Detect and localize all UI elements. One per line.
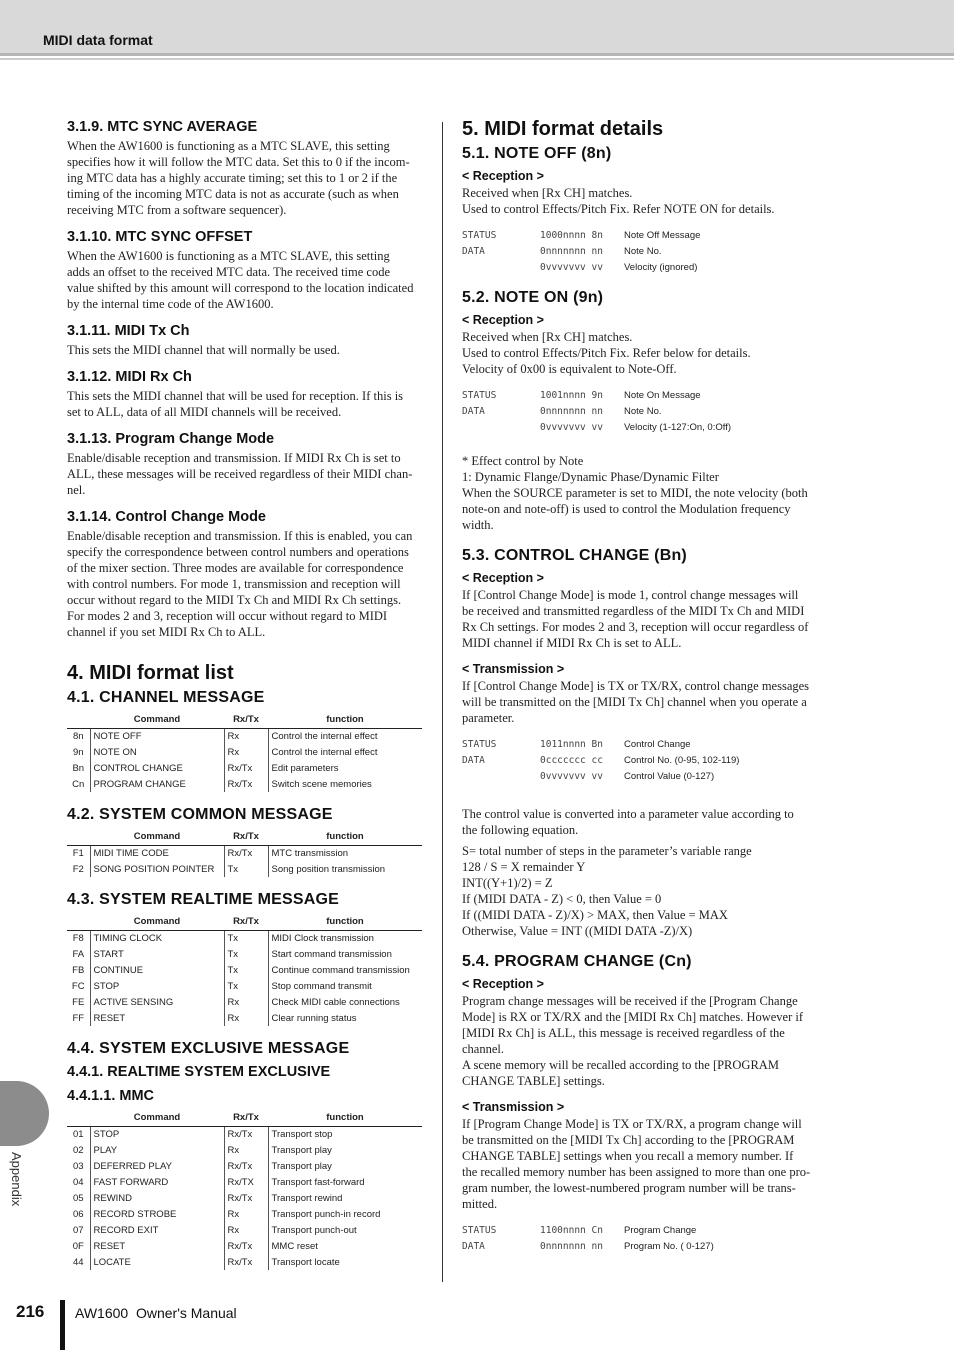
table-row bbox=[67, 776, 422, 792]
text-line: the recalled memory number has been assigned to more than one pro- bbox=[462, 1165, 811, 1179]
code-value: 1001nnnn 9n bbox=[540, 389, 603, 401]
text-line: width. bbox=[462, 518, 494, 532]
cell-rxtx: Rx bbox=[224, 1142, 268, 1158]
cell-command: STOP bbox=[90, 1126, 224, 1142]
cell-code: 04 bbox=[72, 1176, 84, 1188]
cell-code: F8 bbox=[72, 932, 84, 944]
text-line: INT((Y+1)/2) = Z bbox=[462, 876, 553, 890]
table-row bbox=[67, 1142, 422, 1158]
table-row bbox=[67, 1174, 422, 1190]
para-midi-rx-ch bbox=[67, 388, 424, 420]
table-header-function: function bbox=[268, 829, 422, 845]
cell-rxtx: Rx/Tx bbox=[224, 760, 268, 776]
code-value: 0nnnnnnn nn bbox=[540, 245, 603, 257]
table-header-code bbox=[67, 712, 90, 728]
text-line: MIDI channel if MIDI Rx Ch is set to ALL. bbox=[462, 636, 682, 650]
heading-control-change-mode: 3.1.14. Control Change Mode bbox=[67, 509, 266, 525]
table-header-rxtx: Rx/Tx bbox=[224, 829, 268, 845]
cell-rxtx: Rx/Tx bbox=[224, 776, 268, 792]
heading-realtime-system-exclusive: 4.4.1. REALTIME SYSTEM EXCLUSIVE bbox=[67, 1064, 331, 1080]
text-line: If ((MIDI DATA - Z)/X) > MAX, then Value = MAX bbox=[462, 908, 728, 922]
code-value: 1100nnnn Cn bbox=[540, 1224, 603, 1236]
label-reception: < Reception > bbox=[462, 571, 544, 585]
heading-system-common-message: 4.2. SYSTEM COMMON MESSAGE bbox=[67, 806, 333, 823]
cell-function: MTC transmission bbox=[268, 845, 422, 861]
text-line: CHANGE TABLE] settings when you recall a memory number. If bbox=[462, 1149, 794, 1163]
cell-code: 0F bbox=[72, 1240, 84, 1252]
cell-rxtx: Rx/Tx bbox=[224, 1126, 268, 1142]
cell-rxtx: Rx/Tx bbox=[224, 1254, 268, 1270]
cell-code: Bn bbox=[72, 762, 85, 774]
code-desc: Control Value (0-127) bbox=[624, 770, 715, 782]
code-desc: Control No. (0-95, 102-119) bbox=[624, 754, 740, 766]
cell-function: Switch scene memories bbox=[268, 776, 422, 792]
cell-command: RECORD EXIT bbox=[90, 1222, 224, 1238]
cell-code: 05 bbox=[72, 1192, 84, 1204]
text-line: be received and transmitted regardless of the MIDI Tx Ch and MIDI bbox=[462, 604, 805, 618]
text-line: mitted. bbox=[462, 1197, 498, 1211]
text-line: occur without regard to the MIDI Tx Ch and MIDI Rx Ch settings. bbox=[67, 593, 402, 607]
table-row bbox=[67, 1222, 422, 1238]
code-key: STATUS bbox=[462, 229, 497, 241]
footer-bar bbox=[60, 1300, 65, 1350]
heading-system-exclusive-message: 4.4. SYSTEM EXCLUSIVE MESSAGE bbox=[67, 1040, 350, 1057]
cell-rxtx: Rx/Tx bbox=[224, 845, 268, 861]
label-transmission: < Transmission > bbox=[462, 662, 565, 676]
code-desc: Note No. bbox=[624, 245, 662, 257]
cell-rxtx: Rx/TX bbox=[224, 1174, 268, 1190]
text-line: If (MIDI DATA - Z) < 0, then Value = 0 bbox=[462, 892, 662, 906]
text-line: by the internal time code of the AW1600. bbox=[67, 297, 274, 311]
text-line: timing of the incoming MTC data is not as accurate (such as when bbox=[67, 187, 399, 201]
cell-function: Start command transmission bbox=[268, 946, 422, 962]
cell-command: PLAY bbox=[90, 1142, 224, 1158]
cell-code: 06 bbox=[72, 1208, 84, 1220]
code-row bbox=[462, 768, 818, 784]
text-line: 128 / S = X remainder Y bbox=[462, 860, 586, 874]
table-row bbox=[67, 962, 422, 978]
cell-function: Continue command transmission bbox=[268, 962, 422, 978]
mmc-table bbox=[67, 1110, 422, 1270]
code-row bbox=[462, 419, 818, 435]
text-line: This sets the MIDI channel that will be used for reception. If this is bbox=[67, 389, 404, 403]
cell-command: RECORD STROBE bbox=[90, 1206, 224, 1222]
header-rule bbox=[0, 53, 954, 56]
code-key: STATUS bbox=[462, 738, 497, 750]
text-line: When the AW1600 is functioning as a MTC SLAVE, this setting bbox=[67, 139, 390, 153]
cell-function: MIDI Clock transmission bbox=[268, 930, 422, 946]
cell-function: Transport stop bbox=[268, 1126, 422, 1142]
para-midi-tx-ch bbox=[67, 342, 424, 358]
text-line: adds an offset to the received MTC data. The received time code bbox=[67, 265, 391, 279]
table-header-rxtx: Rx/Tx bbox=[224, 914, 268, 930]
label-reception: < Reception > bbox=[462, 313, 544, 327]
heading-mtc-sync-offset: 3.1.10. MTC SYNC OFFSET bbox=[67, 229, 253, 245]
table-row bbox=[67, 930, 422, 946]
cell-code: FC bbox=[71, 980, 85, 992]
appendix-side-label: Appendix bbox=[9, 1152, 24, 1207]
text-line: specify the correspondence between control numbers and operations bbox=[67, 545, 409, 559]
cell-command: DEFERRED PLAY bbox=[90, 1158, 224, 1174]
table-row bbox=[67, 760, 422, 776]
table-header-command: Command bbox=[90, 1110, 224, 1126]
code-block-control-change bbox=[462, 736, 818, 784]
table-header-code bbox=[67, 829, 90, 845]
cell-code: Cn bbox=[72, 778, 85, 790]
table-row bbox=[67, 1126, 422, 1142]
cell-code: 07 bbox=[72, 1224, 84, 1236]
cell-command: NOTE OFF bbox=[90, 728, 224, 744]
cell-rxtx: Rx bbox=[224, 744, 268, 760]
table-header-command: Command bbox=[90, 914, 224, 930]
footer-manual-title: AW1600 Owner's Manual bbox=[75, 1305, 237, 1321]
code-key: DATA bbox=[462, 1240, 485, 1252]
cell-command: CONTROL CHANGE bbox=[90, 760, 224, 776]
code-row bbox=[462, 259, 818, 275]
code-row bbox=[462, 752, 818, 768]
heading-midi-format-list: 4. MIDI format list bbox=[67, 662, 234, 684]
header-section-title: MIDI data format bbox=[43, 32, 153, 48]
text-line: ALL, these messages will be received regardless of their MIDI chan- bbox=[67, 467, 413, 481]
table-row bbox=[67, 728, 422, 744]
system-common-table bbox=[67, 829, 422, 877]
text-line: channel if you set MIDI Rx Ch to ALL. bbox=[67, 625, 266, 639]
table-header-function: function bbox=[268, 1110, 422, 1126]
cell-command: LOCATE bbox=[90, 1254, 224, 1270]
cell-code: FF bbox=[72, 1012, 85, 1024]
code-row bbox=[462, 736, 818, 752]
text-line: When the SOURCE parameter is set to MIDI, the note velocity (both bbox=[462, 486, 808, 500]
heading-midi-format-details: 5. MIDI format details bbox=[462, 118, 664, 140]
code-desc: Velocity (ignored) bbox=[624, 261, 698, 273]
code-block-program-change bbox=[462, 1222, 818, 1254]
cell-code: 44 bbox=[72, 1256, 84, 1268]
text-line: Used to control Effects/Pitch Fix. Refer below for details. bbox=[462, 346, 751, 360]
text-line: ing MTC data has a highly accurate timing; set this to 1 or 2 if the bbox=[67, 171, 398, 185]
text-line: For modes 2 and 3, reception will occur without regard to MIDI bbox=[67, 609, 388, 623]
header-band bbox=[0, 0, 954, 53]
code-desc: Note No. bbox=[624, 405, 662, 417]
text-line: S= total number of steps in the parameter’s variable range bbox=[462, 844, 752, 858]
table-row bbox=[67, 978, 422, 994]
heading-note-on: 5.2. NOTE ON (9n) bbox=[462, 289, 604, 306]
text-line: parameter. bbox=[462, 711, 515, 725]
code-block-note-on bbox=[462, 387, 818, 435]
para-program-change-mode bbox=[67, 450, 424, 498]
right-column bbox=[462, 116, 818, 1262]
cell-function: Transport play bbox=[268, 1158, 422, 1174]
table-header-rxtx: Rx/Tx bbox=[224, 1110, 268, 1126]
text-line: nel. bbox=[67, 483, 86, 497]
code-key: DATA bbox=[462, 245, 485, 257]
code-row bbox=[462, 1222, 818, 1238]
table-header-row bbox=[67, 712, 422, 728]
cell-code: F1 bbox=[72, 847, 84, 859]
left-column bbox=[67, 116, 424, 1270]
table-header-function: function bbox=[268, 914, 422, 930]
text-line: 1: Dynamic Flange/Dynamic Phase/Dynamic Filter bbox=[462, 470, 719, 484]
text-line: Program change messages will be received if the [Program Change bbox=[462, 994, 798, 1008]
text-line: Otherwise, Value = INT ((MIDI DATA -Z)/X) bbox=[462, 924, 693, 938]
table-row bbox=[67, 744, 422, 760]
cell-command: REWIND bbox=[90, 1190, 224, 1206]
table-row bbox=[67, 1190, 422, 1206]
cell-function: Control the internal effect bbox=[268, 744, 422, 760]
code-value: 1011nnnn Bn bbox=[540, 738, 603, 750]
cell-function: MMC reset bbox=[268, 1238, 422, 1254]
cell-command: FAST FORWARD bbox=[90, 1174, 224, 1190]
para-note-on bbox=[462, 329, 818, 377]
para-mtc-sync-offset bbox=[67, 248, 424, 312]
cell-rxtx: Tx bbox=[224, 930, 268, 946]
code-value: 0nnnnnnn nn bbox=[540, 1240, 603, 1252]
table-row bbox=[67, 994, 422, 1010]
cell-function: Transport play bbox=[268, 1142, 422, 1158]
cell-rxtx: Rx bbox=[224, 1222, 268, 1238]
text-line: This sets the MIDI channel that will normally be used. bbox=[67, 343, 340, 357]
table-row bbox=[67, 1158, 422, 1174]
cell-rxtx: Rx/Tx bbox=[224, 1158, 268, 1174]
table-header-code bbox=[67, 1110, 90, 1126]
table-row bbox=[67, 1254, 422, 1270]
text-line: the following equation. bbox=[462, 823, 579, 837]
code-row bbox=[462, 1238, 818, 1254]
cell-code: 03 bbox=[72, 1160, 84, 1172]
cell-function: Transport locate bbox=[268, 1254, 422, 1270]
cell-function: Transport punch-out bbox=[268, 1222, 422, 1238]
code-value: 0vvvvvvv vv bbox=[540, 261, 603, 273]
text-line: A scene memory will be recalled according to the [PROGRAM bbox=[462, 1058, 779, 1072]
code-value: 0nnnnnnn nn bbox=[540, 405, 603, 417]
para-control-change-mode bbox=[67, 528, 424, 640]
para-program-change-transmission bbox=[462, 1116, 818, 1212]
table-header-row bbox=[67, 914, 422, 930]
table-header-row bbox=[67, 829, 422, 845]
heading-system-realtime-message: 4.3. SYSTEM REALTIME MESSAGE bbox=[67, 891, 340, 908]
cell-command: PROGRAM CHANGE bbox=[90, 776, 224, 792]
cell-command: TIMING CLOCK bbox=[90, 930, 224, 946]
cell-code: 8n bbox=[72, 730, 84, 742]
code-value: 0ccccccc cc bbox=[540, 754, 603, 766]
cell-code: FE bbox=[72, 996, 85, 1008]
para-control-change-equation bbox=[462, 843, 818, 939]
code-row bbox=[462, 227, 818, 243]
cell-command: NOTE ON bbox=[90, 744, 224, 760]
cell-function: Stop command transmit bbox=[268, 978, 422, 994]
para-note-off bbox=[462, 185, 818, 217]
cell-command: SONG POSITION POINTER bbox=[90, 861, 224, 877]
cell-function: Clear running status bbox=[268, 1010, 422, 1026]
cell-rxtx: Tx bbox=[224, 946, 268, 962]
text-line: value shifted by this amount will correspond to the location indicated bbox=[67, 281, 414, 295]
code-row bbox=[462, 243, 818, 259]
cell-function: Transport punch-in record bbox=[268, 1206, 422, 1222]
cell-command: RESET bbox=[90, 1010, 224, 1026]
text-line: specifies how it will follow the MTC data. Set this to 0 if the incom- bbox=[67, 155, 410, 169]
code-desc: Program Change bbox=[624, 1224, 697, 1236]
text-line: set to ALL, data of all MIDI channels will be received. bbox=[67, 405, 342, 419]
cell-rxtx: Rx/Tx bbox=[224, 1190, 268, 1206]
code-row bbox=[462, 403, 818, 419]
cell-code: F2 bbox=[72, 863, 84, 875]
code-desc: Program No. ( 0-127) bbox=[624, 1240, 714, 1252]
cell-function: Check MIDI cable connections bbox=[268, 994, 422, 1010]
text-line: Mode] is RX or TX/RX and the [MIDI Rx Ch] matches. However if bbox=[462, 1010, 804, 1024]
text-line: Received when [Rx CH] matches. bbox=[462, 186, 633, 200]
cell-command: RESET bbox=[90, 1238, 224, 1254]
cell-function: Transport rewind bbox=[268, 1190, 422, 1206]
text-line: of the mixer section. Three modes are available for correspondence bbox=[67, 561, 404, 575]
table-row bbox=[67, 861, 422, 877]
cell-rxtx: Tx bbox=[224, 962, 268, 978]
table-row bbox=[67, 1010, 422, 1026]
text-line: If [Control Change Mode] is mode 1, control change messages will bbox=[462, 588, 799, 602]
cell-function: Transport fast-forward bbox=[268, 1174, 422, 1190]
code-value: 0vvvvvvv vv bbox=[540, 770, 603, 782]
text-line: Used to control Effects/Pitch Fix. Refer NOTE ON for details. bbox=[462, 202, 775, 216]
cell-command: ACTIVE SENSING bbox=[90, 994, 224, 1010]
cell-function: Song position transmission bbox=[268, 861, 422, 877]
system-realtime-table bbox=[67, 914, 422, 1026]
cell-rxtx: Rx/Tx bbox=[224, 1238, 268, 1254]
heading-midi-rx-ch: 3.1.12. MIDI Rx Ch bbox=[67, 369, 192, 385]
column-divider bbox=[442, 122, 443, 1282]
cell-rxtx: Rx bbox=[224, 728, 268, 744]
text-line: channel. bbox=[462, 1042, 504, 1056]
table-row bbox=[67, 845, 422, 861]
code-desc: Note Off Message bbox=[624, 229, 701, 241]
cell-command: START bbox=[90, 946, 224, 962]
heading-control-change: 5.3. CONTROL CHANGE (Bn) bbox=[462, 547, 687, 564]
para-control-change-conversion bbox=[462, 806, 818, 838]
cell-function: Edit parameters bbox=[268, 760, 422, 776]
cell-rxtx: Rx bbox=[224, 1206, 268, 1222]
code-desc: Control Change bbox=[624, 738, 691, 750]
heading-midi-tx-ch: 3.1.11. MIDI Tx Ch bbox=[67, 323, 190, 339]
text-line: Received when [Rx CH] matches. bbox=[462, 330, 633, 344]
para-control-change-reception bbox=[462, 587, 818, 651]
heading-mmc: 4.4.1.1. MMC bbox=[67, 1088, 155, 1104]
code-value: 0vvvvvvv vv bbox=[540, 421, 603, 433]
heading-note-off: 5.1. NOTE OFF (8n) bbox=[462, 145, 612, 162]
code-desc: Note On Message bbox=[624, 389, 701, 401]
text-line: gram number, the lowest-numbered program number will be trans- bbox=[462, 1181, 796, 1195]
channel-message-table bbox=[67, 712, 422, 792]
code-key: DATA bbox=[462, 405, 485, 417]
text-line: If [Control Change Mode] is TX or TX/RX, control change messages bbox=[462, 679, 810, 693]
text-line: * Effect control by Note bbox=[462, 454, 584, 468]
cell-rxtx: Tx bbox=[224, 861, 268, 877]
cell-code: 9n bbox=[72, 746, 84, 758]
cell-command: STOP bbox=[90, 978, 224, 994]
label-reception: < Reception > bbox=[462, 977, 544, 991]
table-row bbox=[67, 946, 422, 962]
table-header-row bbox=[67, 1110, 422, 1126]
text-line: Enable/disable reception and transmission. If MIDI Rx Ch is set to bbox=[67, 451, 401, 465]
code-block-note-off bbox=[462, 227, 818, 275]
cell-code: FB bbox=[72, 964, 85, 976]
label-transmission: < Transmission > bbox=[462, 1100, 565, 1114]
table-row bbox=[67, 1206, 422, 1222]
appendix-side-tab bbox=[0, 1081, 49, 1146]
text-line: with control numbers. For mode 1, transmission and reception will bbox=[67, 577, 401, 591]
cell-code: 02 bbox=[72, 1144, 84, 1156]
table-header-command: Command bbox=[90, 712, 224, 728]
table-row bbox=[67, 1238, 422, 1254]
para-program-change-reception bbox=[462, 993, 818, 1089]
cell-code: 01 bbox=[72, 1128, 84, 1140]
cell-code: FA bbox=[72, 948, 85, 960]
text-line: note-on and note-off) is used to control the Modulation frequency bbox=[462, 502, 791, 516]
text-line: be transmitted on the [MIDI Tx Ch] according to the [PROGRAM bbox=[462, 1133, 795, 1147]
text-line: Velocity of 0x00 is equivalent to Note-Off. bbox=[462, 362, 677, 376]
code-desc: Velocity (1-127:On, 0:Off) bbox=[624, 421, 732, 433]
cell-function: Control the internal effect bbox=[268, 728, 422, 744]
heading-mtc-sync-average: 3.1.9. MTC SYNC AVERAGE bbox=[67, 119, 258, 135]
code-key: DATA bbox=[462, 754, 485, 766]
cell-command: CONTINUE bbox=[90, 962, 224, 978]
text-line: If [Program Change Mode] is TX or TX/RX, a program change will bbox=[462, 1117, 802, 1131]
cell-rxtx: Rx bbox=[224, 994, 268, 1010]
para-note-on-effect bbox=[462, 453, 818, 533]
text-line: Rx Ch settings. For modes 2 and 3, reception will occur regardless of bbox=[462, 620, 809, 634]
text-line: The control value is converted into a parameter value according to bbox=[462, 807, 794, 821]
cell-command: MIDI TIME CODE bbox=[90, 845, 224, 861]
heading-channel-message: 4.1. CHANNEL MESSAGE bbox=[67, 689, 265, 706]
text-line: receiving MTC from a software sequencer). bbox=[67, 203, 287, 217]
header-rule-thin bbox=[0, 58, 954, 60]
text-line: CHANGE TABLE] settings. bbox=[462, 1074, 605, 1088]
para-control-change-transmission bbox=[462, 678, 818, 726]
code-row bbox=[462, 387, 818, 403]
label-reception: < Reception > bbox=[462, 169, 544, 183]
heading-program-change: 5.4. PROGRAM CHANGE (Cn) bbox=[462, 953, 692, 970]
cell-rxtx: Rx bbox=[224, 1010, 268, 1026]
code-key: STATUS bbox=[462, 389, 497, 401]
text-line: [MIDI Rx Ch] is ALL, this message is received regardless of the bbox=[462, 1026, 785, 1040]
text-line: Enable/disable reception and transmission. If this is enabled, you can bbox=[67, 529, 413, 543]
text-line: will be transmitted on the [MIDI Tx Ch] channel when you operate a bbox=[462, 695, 807, 709]
page-number: 216 bbox=[16, 1302, 45, 1321]
table-header-function: function bbox=[268, 712, 422, 728]
text-line: When the AW1600 is functioning as a MTC SLAVE, this setting bbox=[67, 249, 390, 263]
code-key: STATUS bbox=[462, 1224, 497, 1236]
table-header-command: Command bbox=[90, 829, 224, 845]
para-mtc-sync-average bbox=[67, 138, 424, 218]
cell-rxtx: Tx bbox=[224, 978, 268, 994]
table-header-code bbox=[67, 914, 90, 930]
heading-program-change-mode: 3.1.13. Program Change Mode bbox=[67, 431, 275, 447]
code-value: 1000nnnn 8n bbox=[540, 229, 603, 241]
table-header-rxtx: Rx/Tx bbox=[224, 712, 268, 728]
